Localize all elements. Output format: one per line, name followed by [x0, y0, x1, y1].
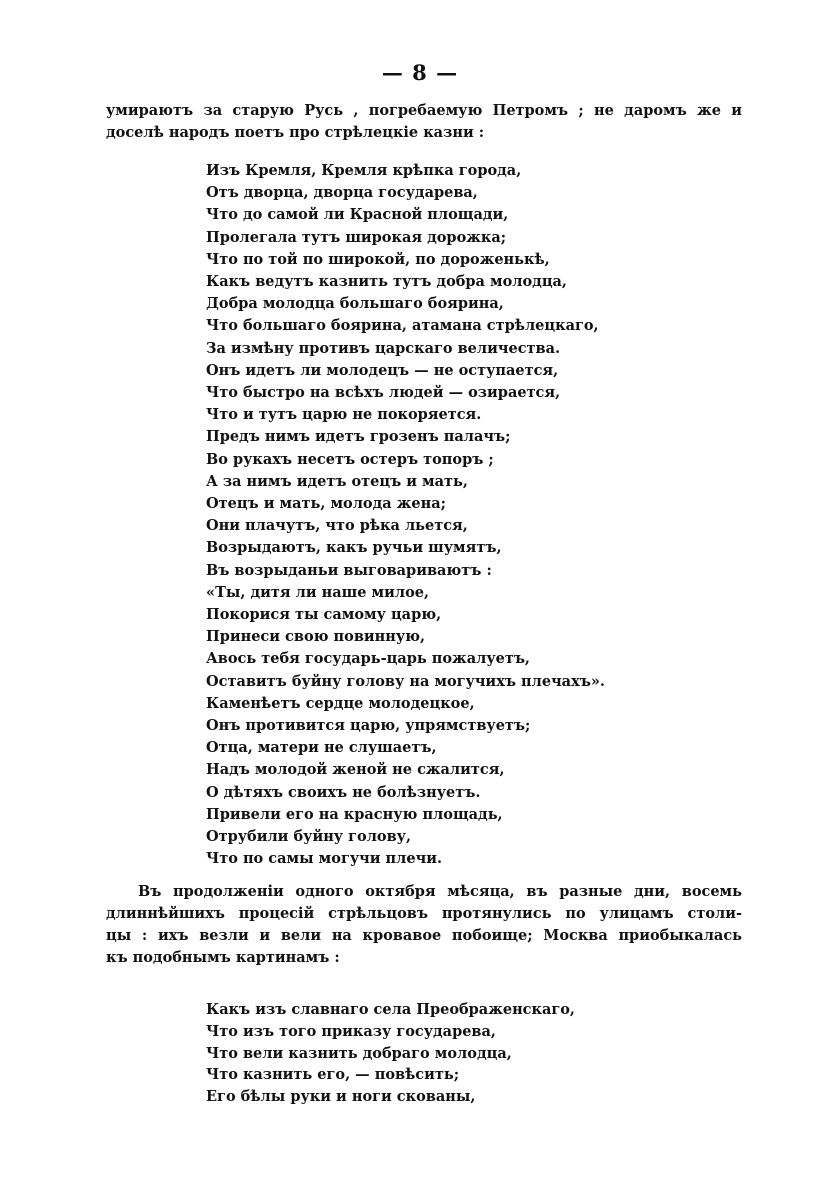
verse-line: За измѣну противъ царскаго величества.: [206, 339, 561, 357]
verse-line: Привели его на красную площадь,: [206, 805, 503, 823]
verse-line: Авось тебя государь-царь пожалуетъ,: [206, 650, 530, 668]
verse-line: Что и тутъ царю не покоряется.: [206, 406, 482, 424]
paragraph-line: Въ продолженiи одного октября мѣсяца, въ разные дни, восемь: [138, 883, 742, 900]
verse-line: Что по той по широкой, по дороженькѣ,: [206, 250, 550, 268]
verse-line: Пролегала тутъ широкая дорожка;: [206, 228, 507, 246]
verse-line: Возрыдаютъ, какъ ручьи шумятъ,: [206, 539, 502, 557]
verse-line: Надъ молодой женой не сжалится,: [206, 761, 505, 779]
intro-line: доселѣ народъ поетъ про стрѣлецкiе казни :: [106, 124, 485, 141]
verse-line: Отца, матери не слушаетъ,: [206, 739, 437, 757]
intro-line: умираютъ за старую Русь , погребаемую Петромъ ; не даромъ же и: [106, 102, 742, 119]
verse-line: Что по самы могучи плечи.: [206, 850, 443, 868]
verse-line: Что большаго боярина, атамана стрѣлецкаго,: [206, 317, 599, 335]
verse-line: Что быстро на всѣхъ людей — озирается,: [206, 384, 561, 402]
verse-line: Во рукахъ несетъ остеръ топоръ ;: [206, 450, 494, 468]
verse-line: Въ возрыданьи выговариваютъ :: [206, 561, 492, 579]
verse-line: Они плачутъ, что рѣка льется,: [206, 517, 468, 535]
verse-line: Покорися ты самому царю,: [206, 606, 442, 624]
verse-line: Добра молодца большаго боярина,: [206, 295, 504, 313]
verse-line: Его бѣлы руки и ноги скованы,: [206, 1088, 476, 1106]
verse-line: Оставитъ буйну голову на могучихъ плечахъ».: [206, 672, 605, 690]
body-paragraph: [106, 881, 742, 969]
folk-song-verse-2: [206, 999, 575, 1108]
paragraph-line: цы : ихъ везли и вели на кровавое побоище; Москва приобыкалась: [106, 927, 742, 944]
intro-paragraph: [106, 100, 742, 144]
verse-line: «Ты, дитя ли наше милое,: [206, 583, 430, 601]
paragraph-line: къ подобнымъ картинамъ :: [106, 949, 340, 966]
verse-line: О дѣтяхъ своихъ не болѣзнуетъ.: [206, 783, 481, 801]
verse-line: Предъ нимъ идетъ грозенъ палачъ;: [206, 428, 511, 446]
verse-line: Принеси свою повинную,: [206, 628, 426, 646]
verse-line: Отъ дворца, дворца государева,: [206, 184, 478, 202]
verse-line: Онъ идетъ ли молодецъ — не оступается,: [206, 361, 559, 379]
verse-line: Какъ ведутъ казнить тутъ добра молодца,: [206, 273, 567, 291]
verse-line: Отрубили буйну голову,: [206, 828, 411, 846]
verse-line: Что казнить его, — повѣсить;: [206, 1066, 460, 1084]
verse-line: Каменѣетъ сердце молодецкое,: [206, 694, 475, 712]
verse-line: Что вели казнить добраго молодца,: [206, 1044, 512, 1062]
verse-line: Онъ противится царю, упрямствуетъ;: [206, 717, 531, 735]
verse-line: А за нимъ идетъ отецъ и мать,: [206, 472, 468, 490]
paragraph-line: длиннѣйшихъ процесiй стрѣльцовъ протянулись по улицамъ столи-: [106, 905, 742, 922]
verse-line: Что изъ того приказу государева,: [206, 1022, 496, 1040]
verse-line: Изъ Кремля, Кремля крѣпка города,: [206, 162, 522, 179]
folk-song-verse-1: [206, 160, 605, 871]
verse-line: Какъ изъ славнаго села Преображенскаго,: [206, 1001, 575, 1018]
verse-line: Отецъ и мать, молода жена;: [206, 495, 446, 513]
page-number: — 8 —: [381, 60, 459, 85]
verse-line: Что до самой ли Красной площади,: [206, 206, 509, 224]
